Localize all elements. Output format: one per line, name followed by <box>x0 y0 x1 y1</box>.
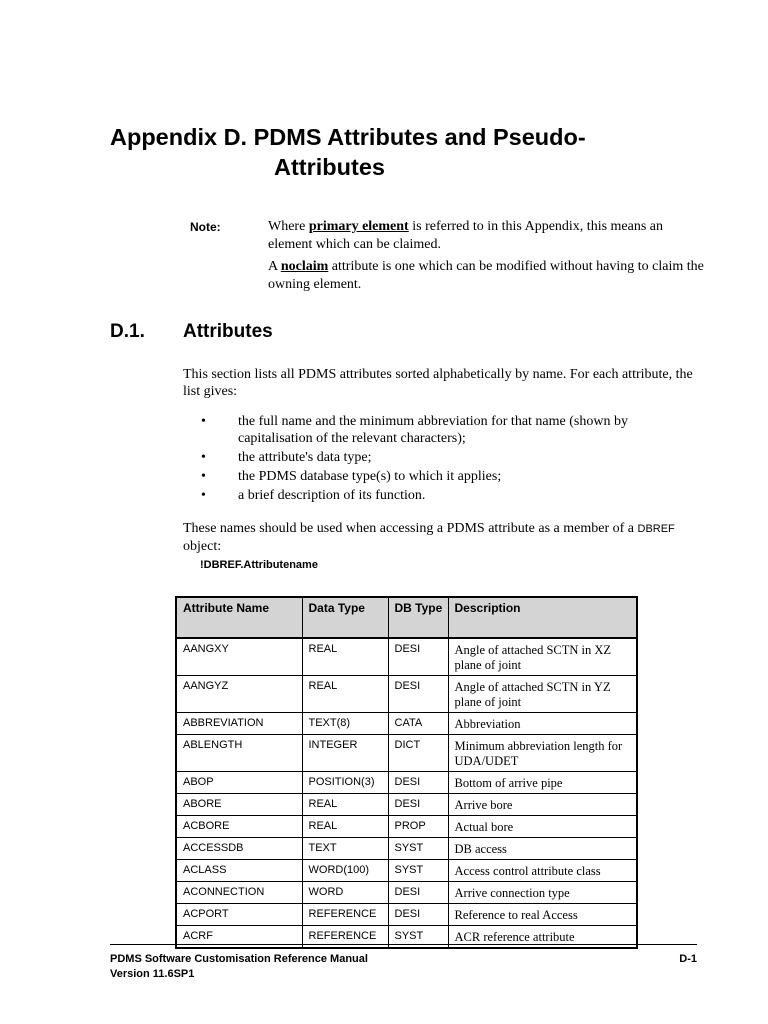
cell-attribute-name: ABORE <box>176 794 302 816</box>
appendix-title-line1: Appendix D. PDMS Attributes and Pseudo- <box>110 124 586 150</box>
cell-data-type: WORD(100) <box>302 860 388 882</box>
header-data-type: Data Type <box>302 597 388 638</box>
cell-description: Arrive bore <box>448 794 637 816</box>
table-row <box>176 638 637 676</box>
cell-data-type: REAL <box>302 816 388 838</box>
cell-data-type: TEXT <box>302 838 388 860</box>
attributes-table <box>175 596 638 949</box>
section-number: D.1. <box>110 321 145 342</box>
header-attribute-name: Attribute Name <box>176 597 302 638</box>
cell-db-type: DESI <box>388 882 448 904</box>
section-intro: This section lists all PDMS attributes sorted alphabetically by name. For each attribute, the list gives: <box>183 367 693 399</box>
list-item-text: the attribute's data type; <box>238 450 372 465</box>
section-title: Attributes <box>183 321 273 342</box>
note-text: Where <box>268 219 309 234</box>
cell-db-type: SYST <box>388 860 448 882</box>
cell-db-type: DICT <box>388 735 448 772</box>
note-text: is referred to in this Appendix, this means an element which can be claimed. <box>268 219 664 252</box>
cell-description: Abbreviation <box>448 713 637 735</box>
list-item <box>183 468 703 485</box>
list-item-text: a brief description of its function. <box>238 488 426 503</box>
note-text: A <box>268 259 281 274</box>
header-db-type: DB Type <box>388 597 448 638</box>
cell-attribute-name: ACLASS <box>176 860 302 882</box>
paragraph-text: object: <box>183 539 222 554</box>
cell-attribute-name: ACRF <box>176 926 302 949</box>
footer-page-number: D-1 <box>679 953 697 965</box>
table-row <box>176 882 637 904</box>
cell-attribute-name: AANGYZ <box>176 676 302 713</box>
cell-db-type: SYST <box>388 926 448 949</box>
note-paragraph-primary-element <box>268 218 708 254</box>
cell-description: Actual bore <box>448 816 637 838</box>
footer-version: Version 11.6SP1 <box>110 968 195 980</box>
footer-manual-title: PDMS Software Customisation Reference Manual <box>110 953 368 965</box>
dbref-keyword: DBREF <box>637 523 675 535</box>
bullet-icon: • <box>201 414 206 429</box>
cell-attribute-name: AANGXY <box>176 638 302 676</box>
header-description: Description <box>448 597 637 638</box>
cell-attribute-name: ACPORT <box>176 904 302 926</box>
cell-description: Reference to real Access <box>448 904 637 926</box>
cell-data-type: REAL <box>302 794 388 816</box>
list-item-text: the full name and the minimum abbreviation for that name (shown by capitalisation of the relevant characters); <box>238 414 628 446</box>
table-row <box>176 816 637 838</box>
table-row <box>176 838 637 860</box>
cell-data-type: TEXT(8) <box>302 713 388 735</box>
cell-attribute-name: ABLENGTH <box>176 735 302 772</box>
cell-description: Arrive connection type <box>448 882 637 904</box>
bullet-icon: • <box>201 488 206 503</box>
cell-data-type: INTEGER <box>302 735 388 772</box>
cell-attribute-name: ACBORE <box>176 816 302 838</box>
table-row <box>176 713 637 735</box>
cell-description: Bottom of arrive pipe <box>448 772 637 794</box>
cell-db-type: DESI <box>388 794 448 816</box>
list-item <box>183 413 703 447</box>
dbref-usage-paragraph <box>183 520 703 555</box>
appendix-title <box>110 122 586 182</box>
cell-description: Minimum abbreviation length for UDA/UDET <box>448 735 637 772</box>
list-item-text: the PDMS database type(s) to which it applies; <box>238 469 502 484</box>
footer-manual-info <box>110 952 368 982</box>
term-noclaim: noclaim <box>280 259 329 274</box>
cell-data-type: REFERENCE <box>302 926 388 949</box>
cell-db-type: SYST <box>388 838 448 860</box>
cell-data-type: REFERENCE <box>302 904 388 926</box>
note-body <box>268 218 708 298</box>
cell-description: Angle of attached SCTN in YZ plane of joint <box>448 676 637 713</box>
bullet-icon: • <box>201 469 206 484</box>
attribute-info-list <box>183 413 703 506</box>
cell-attribute-name: ABOP <box>176 772 302 794</box>
appendix-title-line2: Attributes <box>274 154 385 180</box>
table-row <box>176 904 637 926</box>
cell-description: Angle of attached SCTN in XZ plane of joint <box>448 638 637 676</box>
cell-db-type: DESI <box>388 676 448 713</box>
code-example: !DBREF.Attributename <box>200 559 318 571</box>
paragraph-text: These names should be used when accessing a PDMS attribute as a member of a <box>183 521 638 536</box>
cell-description: DB access <box>448 838 637 860</box>
cell-db-type: DESI <box>388 904 448 926</box>
note-label: Note: <box>190 220 221 234</box>
cell-db-type: DESI <box>388 638 448 676</box>
cell-data-type: REAL <box>302 676 388 713</box>
cell-data-type: WORD <box>302 882 388 904</box>
cell-attribute-name: ACONNECTION <box>176 882 302 904</box>
cell-attribute-name: ABBREVIATION <box>176 713 302 735</box>
note-text: attribute is one which can be modified without having to claim the owning element. <box>268 259 704 292</box>
footer-divider <box>110 944 697 945</box>
term-primary-element: primary element <box>308 219 409 234</box>
table-header-row <box>176 597 637 638</box>
table-row <box>176 794 637 816</box>
cell-data-type: POSITION(3) <box>302 772 388 794</box>
table-row <box>176 735 637 772</box>
table-row <box>176 772 637 794</box>
cell-db-type: CATA <box>388 713 448 735</box>
cell-data-type: REAL <box>302 638 388 676</box>
cell-db-type: PROP <box>388 816 448 838</box>
list-item <box>183 449 703 466</box>
cell-description: Access control attribute class <box>448 860 637 882</box>
cell-db-type: DESI <box>388 772 448 794</box>
list-item <box>183 487 703 504</box>
cell-attribute-name: ACCESSDB <box>176 838 302 860</box>
note-paragraph-noclaim <box>268 258 708 294</box>
cell-description: ACR reference attribute <box>448 926 637 949</box>
table-row <box>176 676 637 713</box>
bullet-icon: • <box>201 450 206 465</box>
table-row <box>176 860 637 882</box>
